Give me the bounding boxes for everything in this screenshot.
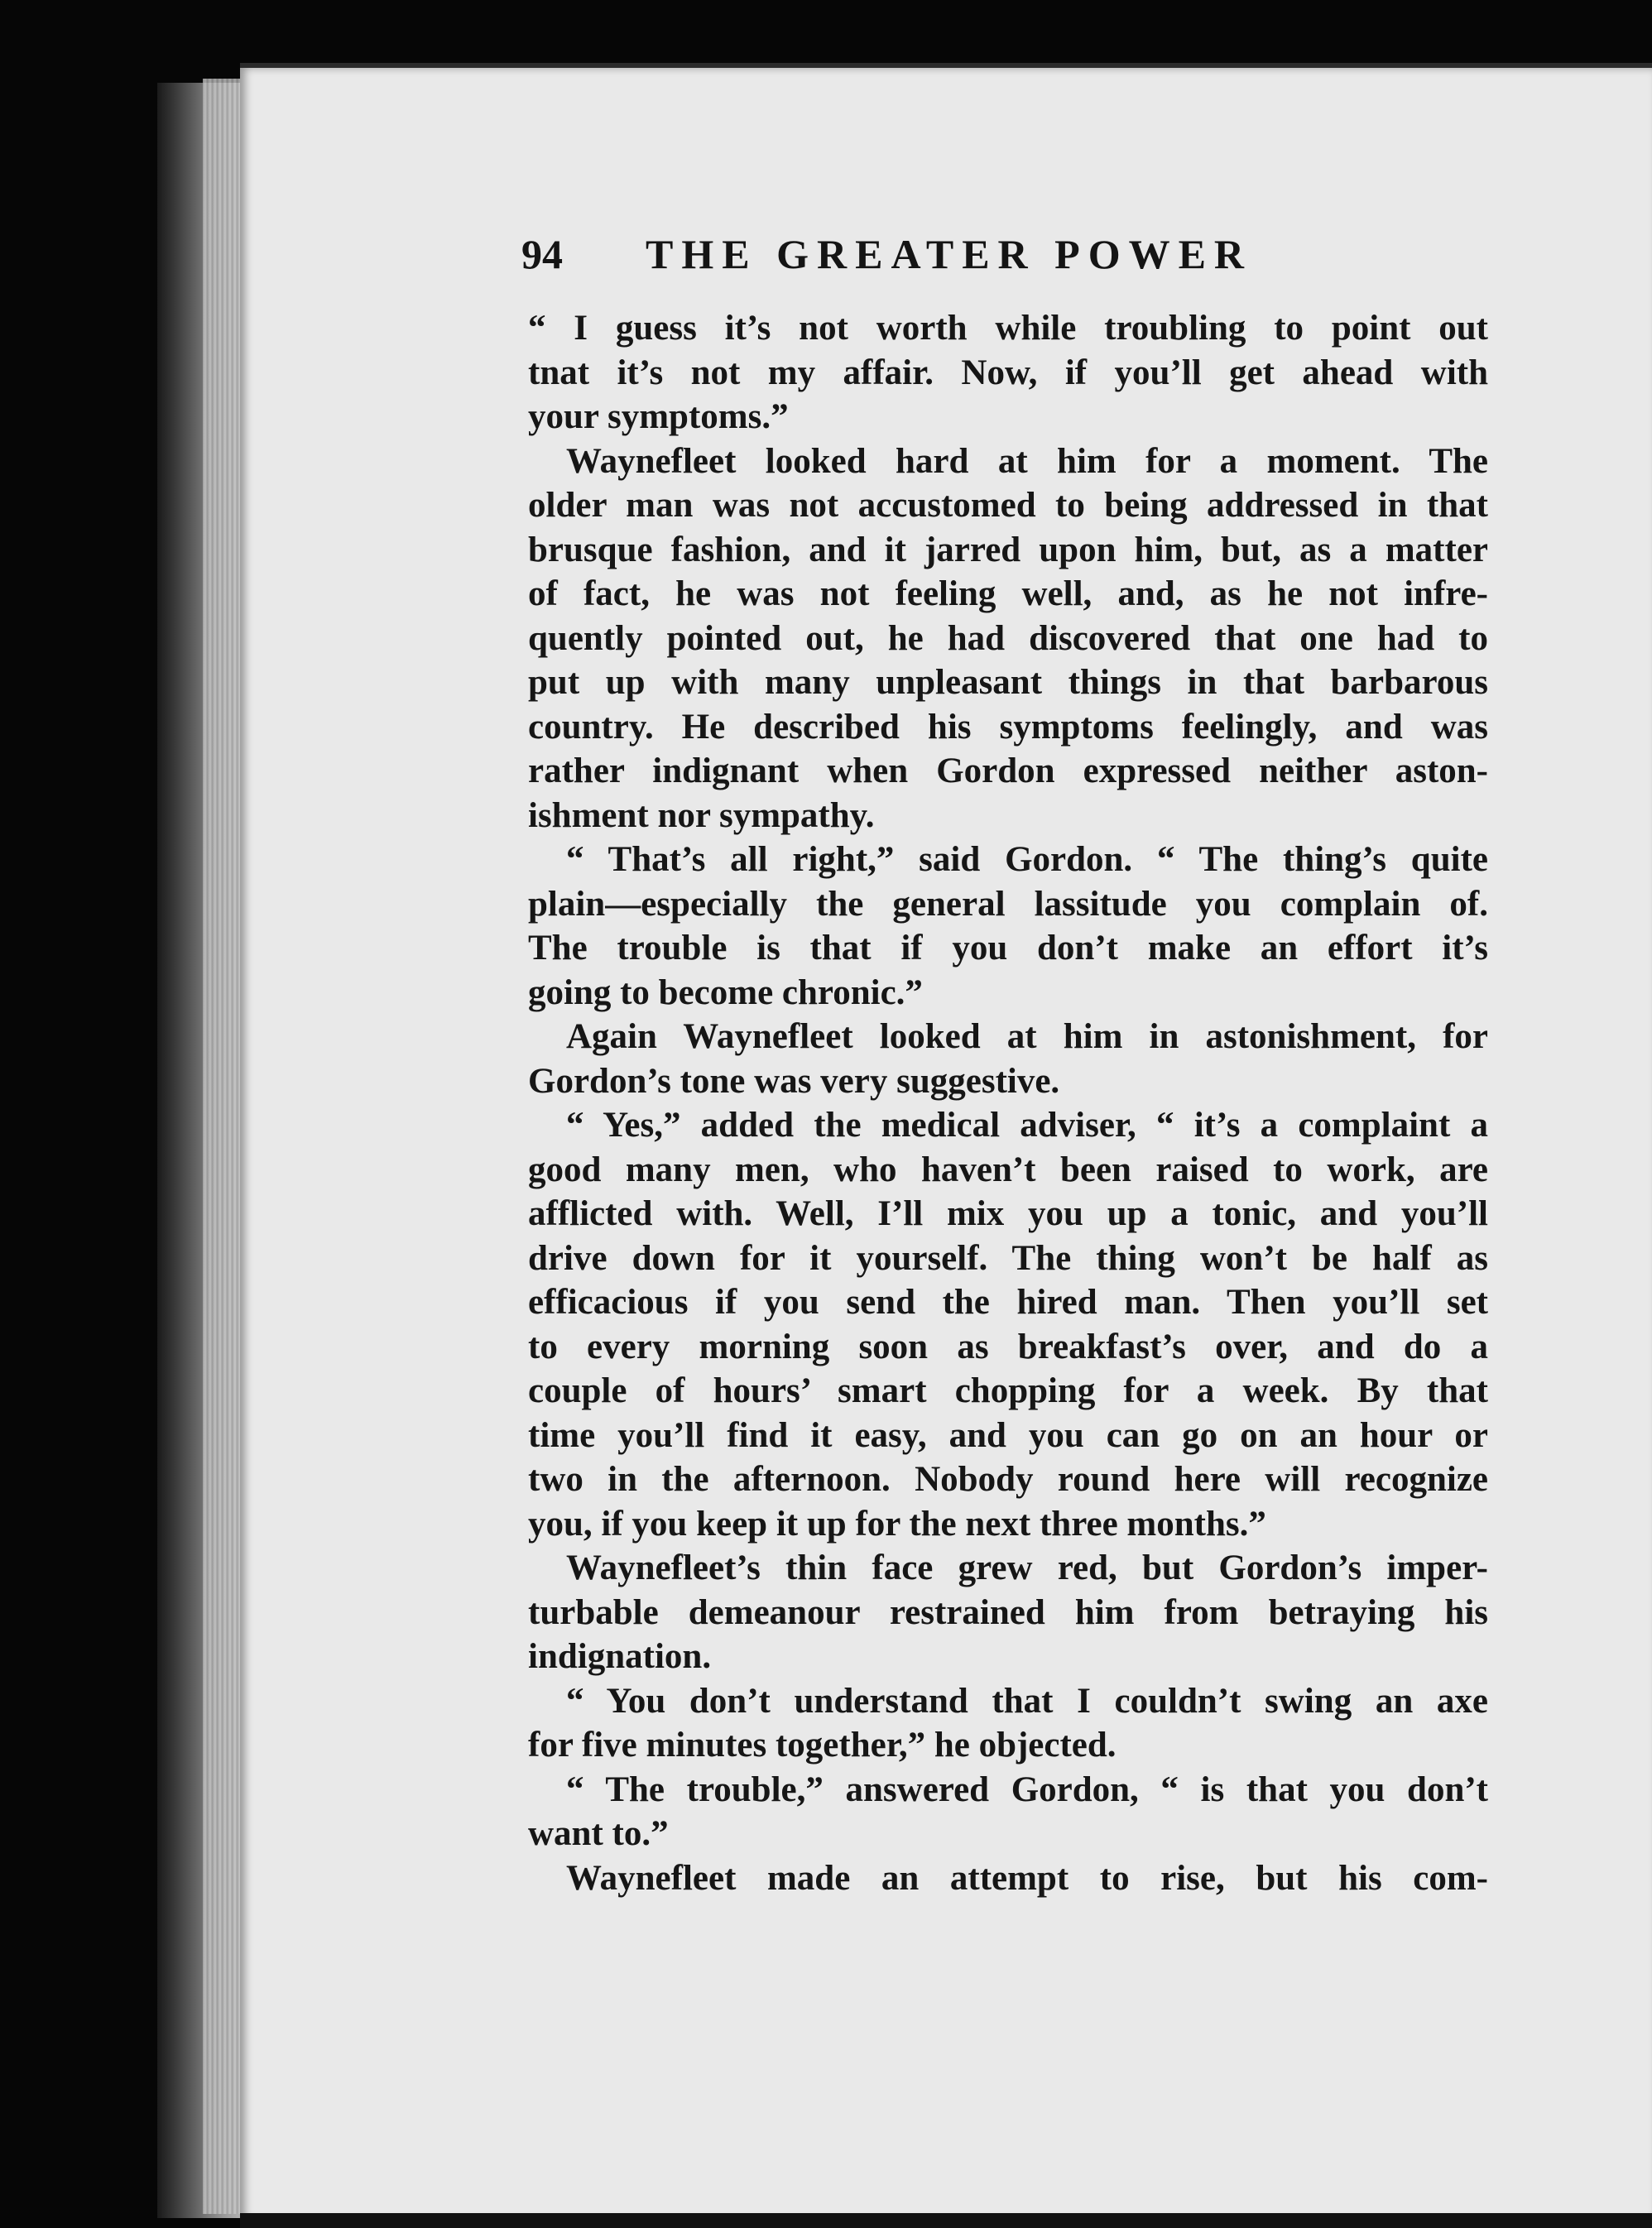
text-line: brusque fashion, and it jarred upon him, but, as a matter xyxy=(528,530,1488,569)
body-text xyxy=(528,306,1488,1900)
text-line: efficacious if you send the hired man. Then you’ll set xyxy=(528,1283,1488,1322)
text-line: “ That’s all right,” said Gordon. “ The thing’s quite xyxy=(566,840,1488,879)
page-bottom-edge xyxy=(240,2213,1652,2228)
text-line: The trouble is that if you don’t make an effort it’s xyxy=(528,929,1488,968)
text-line: Waynefleet looked hard at him for a moment. The xyxy=(566,441,1488,481)
text-line: afflicted with. Well, I’ll mix you up a tonic, and you’ll xyxy=(528,1194,1488,1233)
text-line: Gordon’s tone was very suggestive. xyxy=(528,1061,1060,1101)
text-line: to every morning soon as breakfast’s over, and do a xyxy=(528,1327,1488,1366)
text-line: “ The trouble,” answered Gordon, “ is that you don’t xyxy=(566,1769,1488,1809)
text-line: want to.” xyxy=(528,1814,669,1853)
text-line: Waynefleet made an attempt to rise, but his com- xyxy=(566,1858,1488,1898)
text-line: indignation. xyxy=(528,1637,712,1676)
text-line: put up with many unpleasant things in that barbarous xyxy=(528,663,1488,702)
text-line: for five minutes together,” he objected. xyxy=(528,1726,1117,1765)
text-line: drive down for it yourself. The thing won’t be half as xyxy=(528,1238,1488,1278)
text-line: plain—especially the general lassitude you complain of. xyxy=(528,884,1488,924)
text-line: good many men, who haven’t been raised to work, are xyxy=(528,1150,1488,1189)
text-line: “ I guess it’s not worth while troubling to point out xyxy=(528,309,1488,348)
page-number: 94 xyxy=(521,231,563,277)
text-line: “ Yes,” added the medical adviser, “ it’s a complaint a xyxy=(566,1106,1488,1145)
text-line: Waynefleet’s thin face grew red, but Gordon’s imper- xyxy=(566,1549,1488,1587)
text-line: you, if you keep it up for the next three months.” xyxy=(528,1504,1266,1544)
text-line: tnat it’s not my affair. Now, if you’ll get ahead with xyxy=(528,353,1488,392)
text-line: two in the afternoon. Nobody round here will recognize xyxy=(528,1460,1488,1499)
text-line: of fact, he was not feeling well, and, as he not infre- xyxy=(528,574,1488,613)
text-line: time you’ll find it easy, and you can go on an hour or xyxy=(528,1415,1488,1455)
running-head xyxy=(521,230,1382,280)
text-line: going to become chronic.” xyxy=(528,972,923,1012)
text-line: “ You don’t understand that I couldn’t swing an axe xyxy=(566,1681,1488,1721)
text-line: ishment nor sympathy. xyxy=(528,795,875,835)
text-line: turbable demeanour restrained him from betraying his xyxy=(528,1592,1488,1632)
book-title: THE GREATER POWER xyxy=(646,231,1253,277)
text-line: quently pointed out, he had discovered that one had to xyxy=(528,618,1488,658)
text-line: couple of hours’ smart chopping for a week. By that xyxy=(528,1371,1488,1410)
text-line: country. He described his symptoms feelingly, and was xyxy=(528,707,1488,747)
text-line: your symptoms.” xyxy=(528,397,789,436)
page-edges-stack xyxy=(203,79,244,2214)
text-line: rather indignant when Gordon expressed neither aston- xyxy=(528,751,1488,790)
text-line: Again Waynefleet looked at him in astonishment, for xyxy=(566,1017,1488,1056)
text-line: older man was not accustomed to being addressed in that xyxy=(528,486,1488,525)
